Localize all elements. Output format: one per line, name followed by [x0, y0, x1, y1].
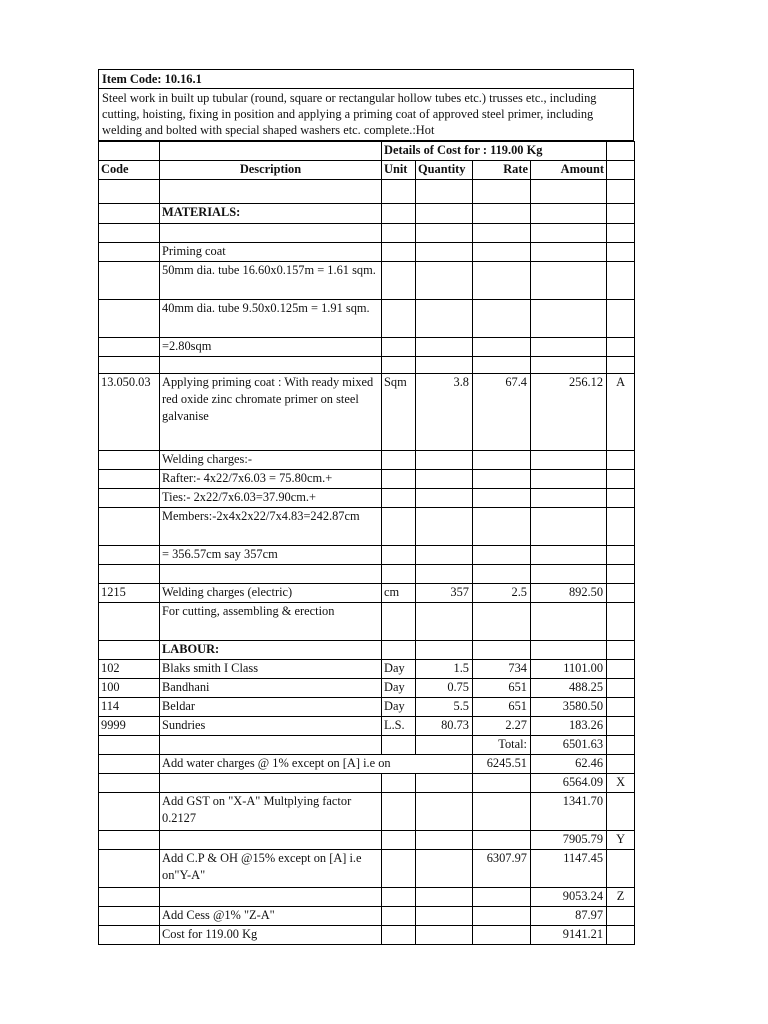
cell-rate [473, 180, 531, 204]
table-row [99, 374, 635, 451]
cost-sheet [98, 69, 634, 945]
table-row [99, 224, 635, 243]
cell-amount [531, 338, 607, 357]
cell-unit [382, 224, 416, 243]
cell-rate: 2.27 [473, 717, 531, 736]
cell-rate [473, 243, 531, 262]
cell-unit [382, 793, 416, 831]
col-header-description: Description [160, 161, 382, 180]
cell-code [99, 926, 160, 945]
cell-code [99, 603, 160, 641]
cell-unit [382, 204, 416, 224]
cell-code [99, 907, 160, 926]
cell-description: 40mm dia. tube 9.50x0.125m = 1.91 sqm. [160, 300, 382, 338]
cell-mark [607, 224, 635, 243]
cell-rate [473, 451, 531, 470]
cell-amount [531, 243, 607, 262]
cell-quantity [416, 641, 473, 660]
cell-unit: Day [382, 698, 416, 717]
table-row [99, 546, 635, 565]
cell-mark [607, 907, 635, 926]
cell-code [99, 736, 160, 755]
cell-quantity [416, 850, 473, 888]
cell-quantity [416, 300, 473, 338]
table-row [99, 736, 635, 755]
cell-code [99, 470, 160, 489]
cell-amount: 256.12 [531, 374, 607, 451]
table-row [99, 831, 635, 850]
cell-description [160, 224, 382, 243]
cell-amount [531, 546, 607, 565]
cell-quantity [416, 907, 473, 926]
cell-amount [531, 357, 607, 374]
cell-code [99, 793, 160, 831]
cell-quantity [416, 470, 473, 489]
cell-mark [607, 546, 635, 565]
cell-amount: 9141.21 [531, 926, 607, 945]
cell-quantity [416, 338, 473, 357]
cost-table [98, 141, 635, 945]
cell-quantity [416, 180, 473, 204]
cell-description: Add C.P & OH @15% except on [A] i.e on"Y-A" [160, 850, 382, 888]
cell-mark [607, 584, 635, 603]
cell-quantity [416, 888, 473, 907]
cell-unit [382, 262, 416, 300]
cell-unit [382, 357, 416, 374]
cell-unit [382, 774, 416, 793]
table-row [99, 470, 635, 489]
cell-amount [531, 565, 607, 584]
cell-quantity [416, 565, 473, 584]
cell-rate [473, 793, 531, 831]
cell-amount: 6501.63 [531, 736, 607, 755]
table-row [99, 698, 635, 717]
cell-unit [382, 888, 416, 907]
cell-description: 50mm dia. tube 16.60x0.157m = 1.61 sqm. [160, 262, 382, 300]
cell-quantity [416, 926, 473, 945]
cell-mark [607, 300, 635, 338]
cell-mark: Y [607, 831, 635, 850]
cell-amount [531, 204, 607, 224]
cell-rate [473, 831, 531, 850]
cell-amount [531, 224, 607, 243]
cell-description: Rafter:- 4x22/7x6.03 = 75.80cm.+ [160, 470, 382, 489]
item-description: Steel work in built up tubular (round, square or rectangular hollow tubes etc.) trusses etc., including cutting, hoisting, fixing in position and applying a priming coat of approved steel primer, including welding and bolted with special shaped washers etc. complete.:Hot [98, 89, 634, 141]
cell-code [99, 451, 160, 470]
cell-rate: Total: [473, 736, 531, 755]
cell-rate [473, 338, 531, 357]
cell-code: 100 [99, 679, 160, 698]
cell-mark [607, 755, 635, 774]
cell-mark [607, 204, 635, 224]
cell-quantity [416, 243, 473, 262]
cell-description: For cutting, assembling & erection [160, 603, 382, 641]
cell-code [99, 508, 160, 546]
cell-description [160, 565, 382, 584]
cell-description [160, 180, 382, 204]
cell-amount: 6564.09 [531, 774, 607, 793]
cell-description [160, 774, 382, 793]
cell-description [160, 736, 382, 755]
cell-unit [382, 470, 416, 489]
cell-amount: 892.50 [531, 584, 607, 603]
cell-code [99, 300, 160, 338]
cell-rate [473, 774, 531, 793]
cell-quantity [416, 508, 473, 546]
cell-amount: 488.25 [531, 679, 607, 698]
cell-unit [382, 451, 416, 470]
cell-amount: 1101.00 [531, 660, 607, 679]
cell-code [99, 565, 160, 584]
table-row [99, 888, 635, 907]
cell-quantity [416, 736, 473, 755]
cell-unit [382, 508, 416, 546]
table-row [99, 774, 635, 793]
cell-mark: A [607, 374, 635, 451]
item-code: Item Code: 10.16.1 [98, 69, 634, 89]
cell-amount: 9053.24 [531, 888, 607, 907]
cell-mark [607, 717, 635, 736]
cell-code [99, 262, 160, 300]
cell-quantity [416, 793, 473, 831]
cell-quantity: 80.73 [416, 717, 473, 736]
table-row [99, 679, 635, 698]
cell-code [99, 888, 160, 907]
cell-code [99, 357, 160, 374]
cell-quantity [416, 774, 473, 793]
cell-code [99, 641, 160, 660]
table-row [99, 603, 635, 641]
cell-unit: L.S. [382, 717, 416, 736]
cell-description: Welding charges:- [160, 451, 382, 470]
cell-mark [607, 641, 635, 660]
cell-code [99, 755, 160, 774]
cell-rate [473, 204, 531, 224]
cell-description: Ties:- 2x22/7x6.03=37.90cm.+ [160, 489, 382, 508]
cell-quantity [416, 204, 473, 224]
cell-unit: Day [382, 679, 416, 698]
cell-description: Add Cess @1% "Z-A" [160, 907, 382, 926]
cell-rate: 651 [473, 698, 531, 717]
cell-quantity [416, 262, 473, 300]
col-header-rate: Rate [473, 161, 531, 180]
cell-quantity: 357 [416, 584, 473, 603]
cell-mark [607, 470, 635, 489]
cell-description: Priming coat [160, 243, 382, 262]
details-row [99, 142, 635, 161]
cell-amount: 1341.70 [531, 793, 607, 831]
table-row [99, 262, 635, 300]
cell-description: Applying priming coat : With ready mixed red oxide zinc chromate primer on steel galvanise [160, 374, 382, 451]
table-row [99, 451, 635, 470]
cell-amount: 3580.50 [531, 698, 607, 717]
cell-mark [607, 926, 635, 945]
cell-quantity [416, 357, 473, 374]
cell-unit: Sqm [382, 374, 416, 451]
cell-code: 1215 [99, 584, 160, 603]
cell-quantity [416, 489, 473, 508]
cell-rate: 67.4 [473, 374, 531, 451]
cell-amount: 7905.79 [531, 831, 607, 850]
cell-mark [607, 489, 635, 508]
table-row [99, 204, 635, 224]
cell-quantity: 0.75 [416, 679, 473, 698]
cell-amount [531, 603, 607, 641]
cell-unit [382, 243, 416, 262]
cell-rate: 734 [473, 660, 531, 679]
cell-code: 13.050.03 [99, 374, 160, 451]
cell-unit [382, 850, 416, 888]
cell-code [99, 224, 160, 243]
cell-description: LABOUR: [160, 641, 382, 660]
cell-code [99, 180, 160, 204]
cell-quantity: 3.8 [416, 374, 473, 451]
cell-mark [607, 736, 635, 755]
cell-code [99, 338, 160, 357]
table-row [99, 755, 635, 774]
cell-rate: 2.5 [473, 584, 531, 603]
cell-description: Add GST on "X-A" Multplying factor 0.2127 [160, 793, 382, 831]
table-row [99, 584, 635, 603]
table-row [99, 357, 635, 374]
cell-rate [473, 565, 531, 584]
cell-unit [382, 565, 416, 584]
cell-mark: Z [607, 888, 635, 907]
cell-unit: cm [382, 584, 416, 603]
cell-description: Cost for 119.00 Kg [160, 926, 382, 945]
cell-mark [607, 679, 635, 698]
cell-unit [382, 831, 416, 850]
cell-unit [382, 338, 416, 357]
cell-rate [473, 888, 531, 907]
table-row [99, 508, 635, 546]
cell-code [99, 774, 160, 793]
cell-rate [473, 907, 531, 926]
cell-unit [382, 926, 416, 945]
cell-amount [531, 489, 607, 508]
cell-description: Beldar [160, 698, 382, 717]
cell-code [99, 831, 160, 850]
table-row [99, 489, 635, 508]
cell-mark [607, 660, 635, 679]
cell-amount [531, 451, 607, 470]
cell-code [99, 243, 160, 262]
cell-mark: X [607, 774, 635, 793]
cell-unit [382, 641, 416, 660]
cell-mark [607, 243, 635, 262]
cell-rate [473, 926, 531, 945]
cell-rate [473, 357, 531, 374]
cell-mark [607, 850, 635, 888]
cell-quantity [416, 451, 473, 470]
cell-amount [531, 470, 607, 489]
cell-rate [473, 489, 531, 508]
cell-amount [531, 262, 607, 300]
table-row [99, 565, 635, 584]
cell-amount [531, 300, 607, 338]
column-header-row [99, 161, 635, 180]
cell-unit: Day [382, 660, 416, 679]
cell-amount [531, 508, 607, 546]
details-title: Details of Cost for : 119.00 Kg [382, 142, 607, 161]
cell-description: = 356.57cm say 357cm [160, 546, 382, 565]
cell-rate: 651 [473, 679, 531, 698]
cell-quantity: 1.5 [416, 660, 473, 679]
cell-rate [473, 262, 531, 300]
col-header-quantity: Quantity [416, 161, 473, 180]
cell-code [99, 850, 160, 888]
cell-description: Members:-2x4x2x22/7x4.83=242.87cm [160, 508, 382, 546]
cell-code: 102 [99, 660, 160, 679]
table-row [99, 907, 635, 926]
cell-rate [473, 300, 531, 338]
cell-rate [473, 508, 531, 546]
cell-description: Bandhani [160, 679, 382, 698]
col-header-amount: Amount [531, 161, 607, 180]
cell-amount: 62.46 [531, 755, 607, 774]
cell-amount: 1147.45 [531, 850, 607, 888]
cell-description [160, 888, 382, 907]
table-row [99, 717, 635, 736]
cell-mark [607, 338, 635, 357]
table-row [99, 793, 635, 831]
cell-mark [607, 603, 635, 641]
table-row [99, 338, 635, 357]
cell-description: Welding charges (electric) [160, 584, 382, 603]
cell-amount [531, 180, 607, 204]
cell-rate: 6245.51 [473, 755, 531, 774]
cell-description [160, 357, 382, 374]
cell-mark [607, 508, 635, 546]
cell-code [99, 546, 160, 565]
cell-code [99, 204, 160, 224]
cell-amount: 87.97 [531, 907, 607, 926]
table-row [99, 641, 635, 660]
cell-unit [382, 180, 416, 204]
cell-mark [607, 793, 635, 831]
cell-unit [382, 546, 416, 565]
col-header-code: Code [99, 161, 160, 180]
cell-quantity [416, 224, 473, 243]
cell-quantity [416, 603, 473, 641]
table-row [99, 926, 635, 945]
cell-mark [607, 357, 635, 374]
cell-quantity [416, 831, 473, 850]
cell-rate [473, 603, 531, 641]
table-row [99, 243, 635, 262]
cell-description [160, 831, 382, 850]
cell-rate [473, 224, 531, 243]
cell-amount: 183.26 [531, 717, 607, 736]
cell-description: MATERIALS: [160, 204, 382, 224]
cell-rate [473, 641, 531, 660]
table-row [99, 300, 635, 338]
cell-code: 9999 [99, 717, 160, 736]
cell-mark [607, 565, 635, 584]
cell-description: Sundries [160, 717, 382, 736]
cell-mark [607, 180, 635, 204]
cell-unit [382, 300, 416, 338]
cell-amount [531, 641, 607, 660]
table-row [99, 180, 635, 204]
cell-unit [382, 489, 416, 508]
cell-description: Add water charges @ 1% except on [A] i.e on [160, 755, 473, 774]
cell-rate [473, 546, 531, 565]
cell-unit [382, 603, 416, 641]
table-row [99, 660, 635, 679]
cell-unit [382, 736, 416, 755]
cell-quantity [416, 546, 473, 565]
table-row [99, 850, 635, 888]
cell-code [99, 489, 160, 508]
col-header-unit: Unit [382, 161, 416, 180]
cell-description: =2.80sqm [160, 338, 382, 357]
cell-rate [473, 470, 531, 489]
cell-code: 114 [99, 698, 160, 717]
cell-rate: 6307.97 [473, 850, 531, 888]
cell-quantity: 5.5 [416, 698, 473, 717]
cell-description: Blaks smith I Class [160, 660, 382, 679]
cell-mark [607, 451, 635, 470]
cell-mark [607, 262, 635, 300]
cell-mark [607, 698, 635, 717]
cell-unit [382, 907, 416, 926]
